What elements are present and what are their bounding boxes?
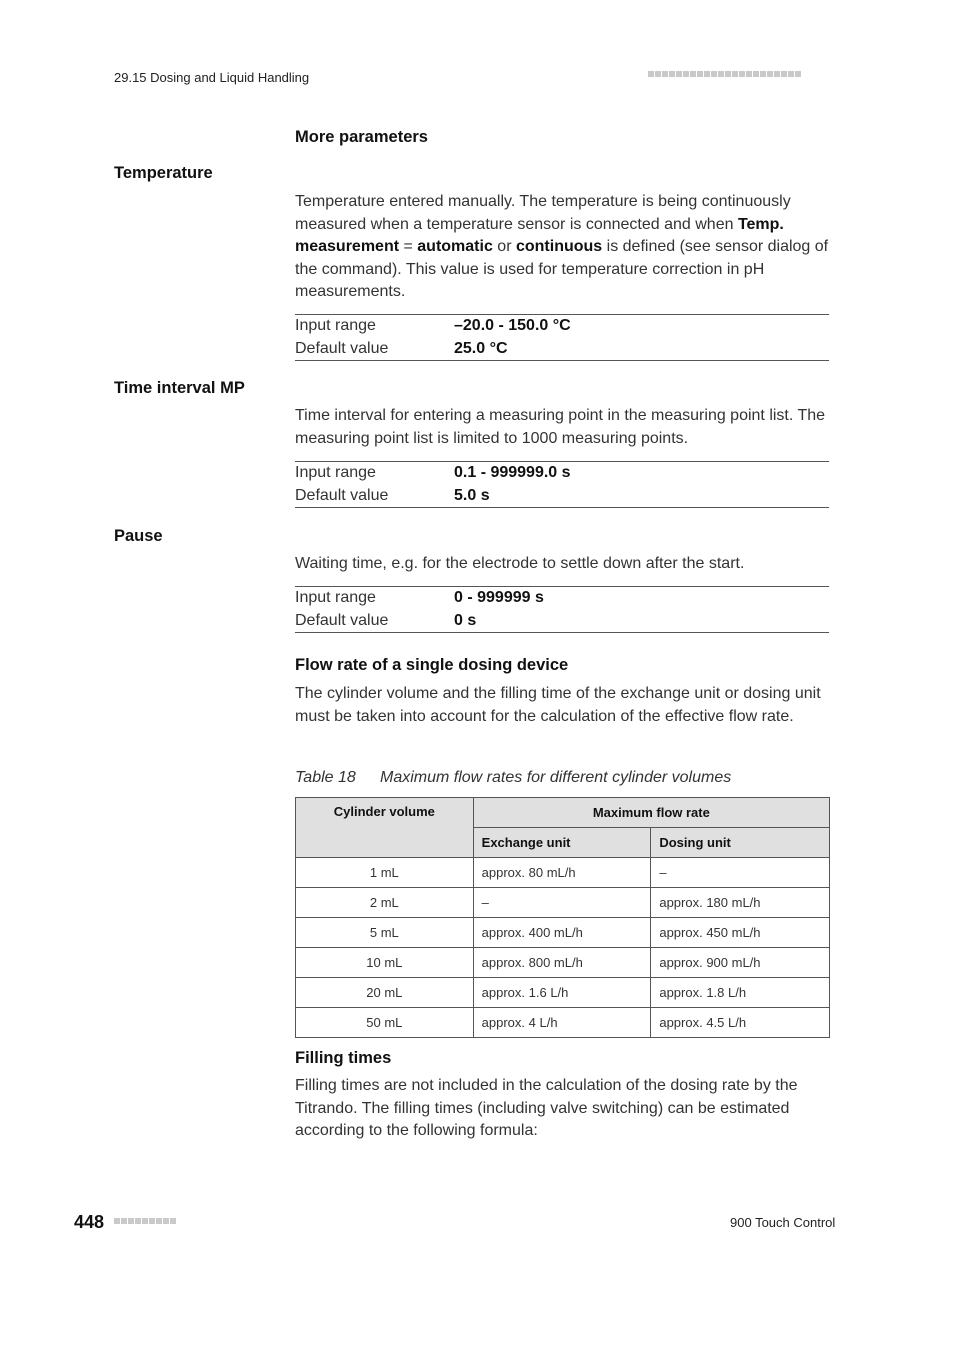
square-mark (676, 71, 682, 77)
filling-times-description: Filling times are not included in the calculation of the dosing rate by the Titrando. The filling times (including valve switching) can be estimated according to the following formula: (295, 1077, 798, 1139)
table-row (296, 1008, 830, 1038)
cell-dosing-unit: approx. 1.8 L/h (651, 978, 830, 1008)
cell-exchange-unit: approx. 400 mL/h (473, 918, 651, 948)
cell-exchange-unit: approx. 1.6 L/h (473, 978, 651, 1008)
header-decoration (648, 71, 802, 89)
square-mark (718, 71, 724, 77)
square-mark (795, 71, 801, 77)
section-heading-more-parameters: More parameters (295, 128, 428, 146)
param-name-temperature: Temperature (114, 164, 213, 182)
default-value: 5.0 s (454, 486, 490, 504)
cell-exchange-unit: approx. 800 mL/h (473, 948, 651, 978)
default-value-label: Default value (295, 611, 389, 629)
square-mark (683, 71, 689, 77)
table-row (296, 888, 830, 918)
cell-cylinder-volume: 20 mL (296, 978, 474, 1008)
input-range-row (295, 587, 829, 610)
temperature-description: Temperature entered manually. The temperature is being continuously measured when a temperature sensor is connected and when Temp. measurement = automatic or continuous is defined (see sensor dialog of the command). This value is used for temperature correction in pH measurements. (295, 193, 829, 300)
running-header: 29.15 Dosing and Liquid Handling (114, 70, 310, 85)
table-row (296, 918, 830, 948)
square-mark (732, 71, 738, 77)
square-mark (711, 71, 717, 77)
header-cylinder-volume: Cylinder volume (296, 798, 474, 858)
square-mark (121, 1218, 127, 1224)
default-value-row (295, 485, 829, 508)
cell-exchange-unit: approx. 4 L/h (473, 1008, 651, 1038)
cell-dosing-unit: approx. 180 mL/h (651, 888, 830, 918)
default-value: 0 s (454, 611, 477, 629)
flow-rate-table (295, 797, 830, 1038)
table-caption (295, 769, 731, 787)
cell-cylinder-volume: 10 mL (296, 948, 474, 978)
square-mark (149, 1218, 155, 1224)
cell-cylinder-volume: 2 mL (296, 888, 474, 918)
cell-cylinder-volume: 5 mL (296, 918, 474, 948)
table-row (296, 978, 830, 1008)
square-mark (142, 1218, 148, 1224)
square-mark (760, 71, 766, 77)
square-mark (753, 71, 759, 77)
square-mark (135, 1218, 141, 1224)
input-range-value: –20.0 - 150.0 °C (454, 317, 571, 335)
cell-exchange-unit: – (473, 888, 651, 918)
square-mark (662, 71, 668, 77)
header-exchange-unit: Exchange unit (473, 828, 651, 858)
header-dosing-unit: Dosing unit (651, 828, 830, 858)
param-name-pause: Pause (114, 527, 163, 545)
header-maximum-flow-rate: Maximum flow rate (473, 798, 829, 828)
cell-dosing-unit: – (651, 858, 830, 888)
product-name: 900 Touch Control (730, 1215, 836, 1230)
square-mark (774, 71, 780, 77)
cell-dosing-unit: approx. 900 mL/h (651, 948, 830, 978)
square-mark (697, 71, 703, 77)
pause-range-table (295, 586, 829, 633)
input-range-label: Input range (295, 589, 376, 607)
page-number: 448 (74, 1212, 105, 1232)
default-value-label: Default value (295, 486, 389, 504)
default-value-row (295, 610, 829, 633)
square-mark (163, 1218, 169, 1224)
input-range-row (295, 462, 829, 485)
square-mark (170, 1218, 176, 1224)
square-mark (739, 71, 745, 77)
square-mark (788, 71, 794, 77)
cell-cylinder-volume: 50 mL (296, 1008, 474, 1038)
square-mark (156, 1218, 162, 1224)
default-value-row (295, 338, 829, 361)
param-name-time-interval: Time interval MP (114, 379, 245, 397)
square-mark (655, 71, 661, 77)
time-interval-description: Time interval for entering a measuring point in the measuring point list. The measuring point list is limited to 1000 measuring points. (295, 407, 826, 447)
cell-dosing-unit: approx. 4.5 L/h (651, 1008, 830, 1038)
square-mark (648, 71, 654, 77)
square-mark (725, 71, 731, 77)
footer-decoration (114, 1218, 177, 1236)
square-mark (704, 71, 710, 77)
input-range-row (295, 315, 829, 338)
square-mark (781, 71, 787, 77)
default-value-label: Default value (295, 339, 389, 357)
input-range-label: Input range (295, 464, 376, 482)
section-heading-flow-rate: Flow rate of a single dosing device (295, 656, 569, 674)
input-range-value: 0 - 999999 s (454, 589, 544, 607)
default-value: 25.0 °C (454, 339, 508, 357)
input-range-value: 0.1 - 999999.0 s (454, 464, 571, 482)
time-interval-range-table (295, 461, 829, 508)
flow-rate-description: The cylinder volume and the filling time of the exchange unit or dosing unit must be taken into account for the calculation of the effective flow rate. (295, 685, 821, 725)
section-heading-filling-times: Filling times (295, 1049, 392, 1067)
square-mark (128, 1218, 134, 1224)
pause-description: Waiting time, e.g. for the electrode to settle down after the start. (295, 555, 745, 572)
square-mark (746, 71, 752, 77)
square-mark (690, 71, 696, 77)
temperature-range-table (295, 314, 829, 361)
square-mark (114, 1218, 120, 1224)
table-number: Table 18 (295, 769, 356, 786)
cell-dosing-unit: approx. 450 mL/h (651, 918, 830, 948)
table-row (296, 858, 830, 888)
square-mark (669, 71, 675, 77)
cell-cylinder-volume: 1 mL (296, 858, 474, 888)
square-mark (767, 71, 773, 77)
table-title: Maximum flow rates for different cylinder volumes (380, 769, 732, 786)
table-row (296, 948, 830, 978)
input-range-label: Input range (295, 317, 376, 335)
cell-exchange-unit: approx. 80 mL/h (473, 858, 651, 888)
